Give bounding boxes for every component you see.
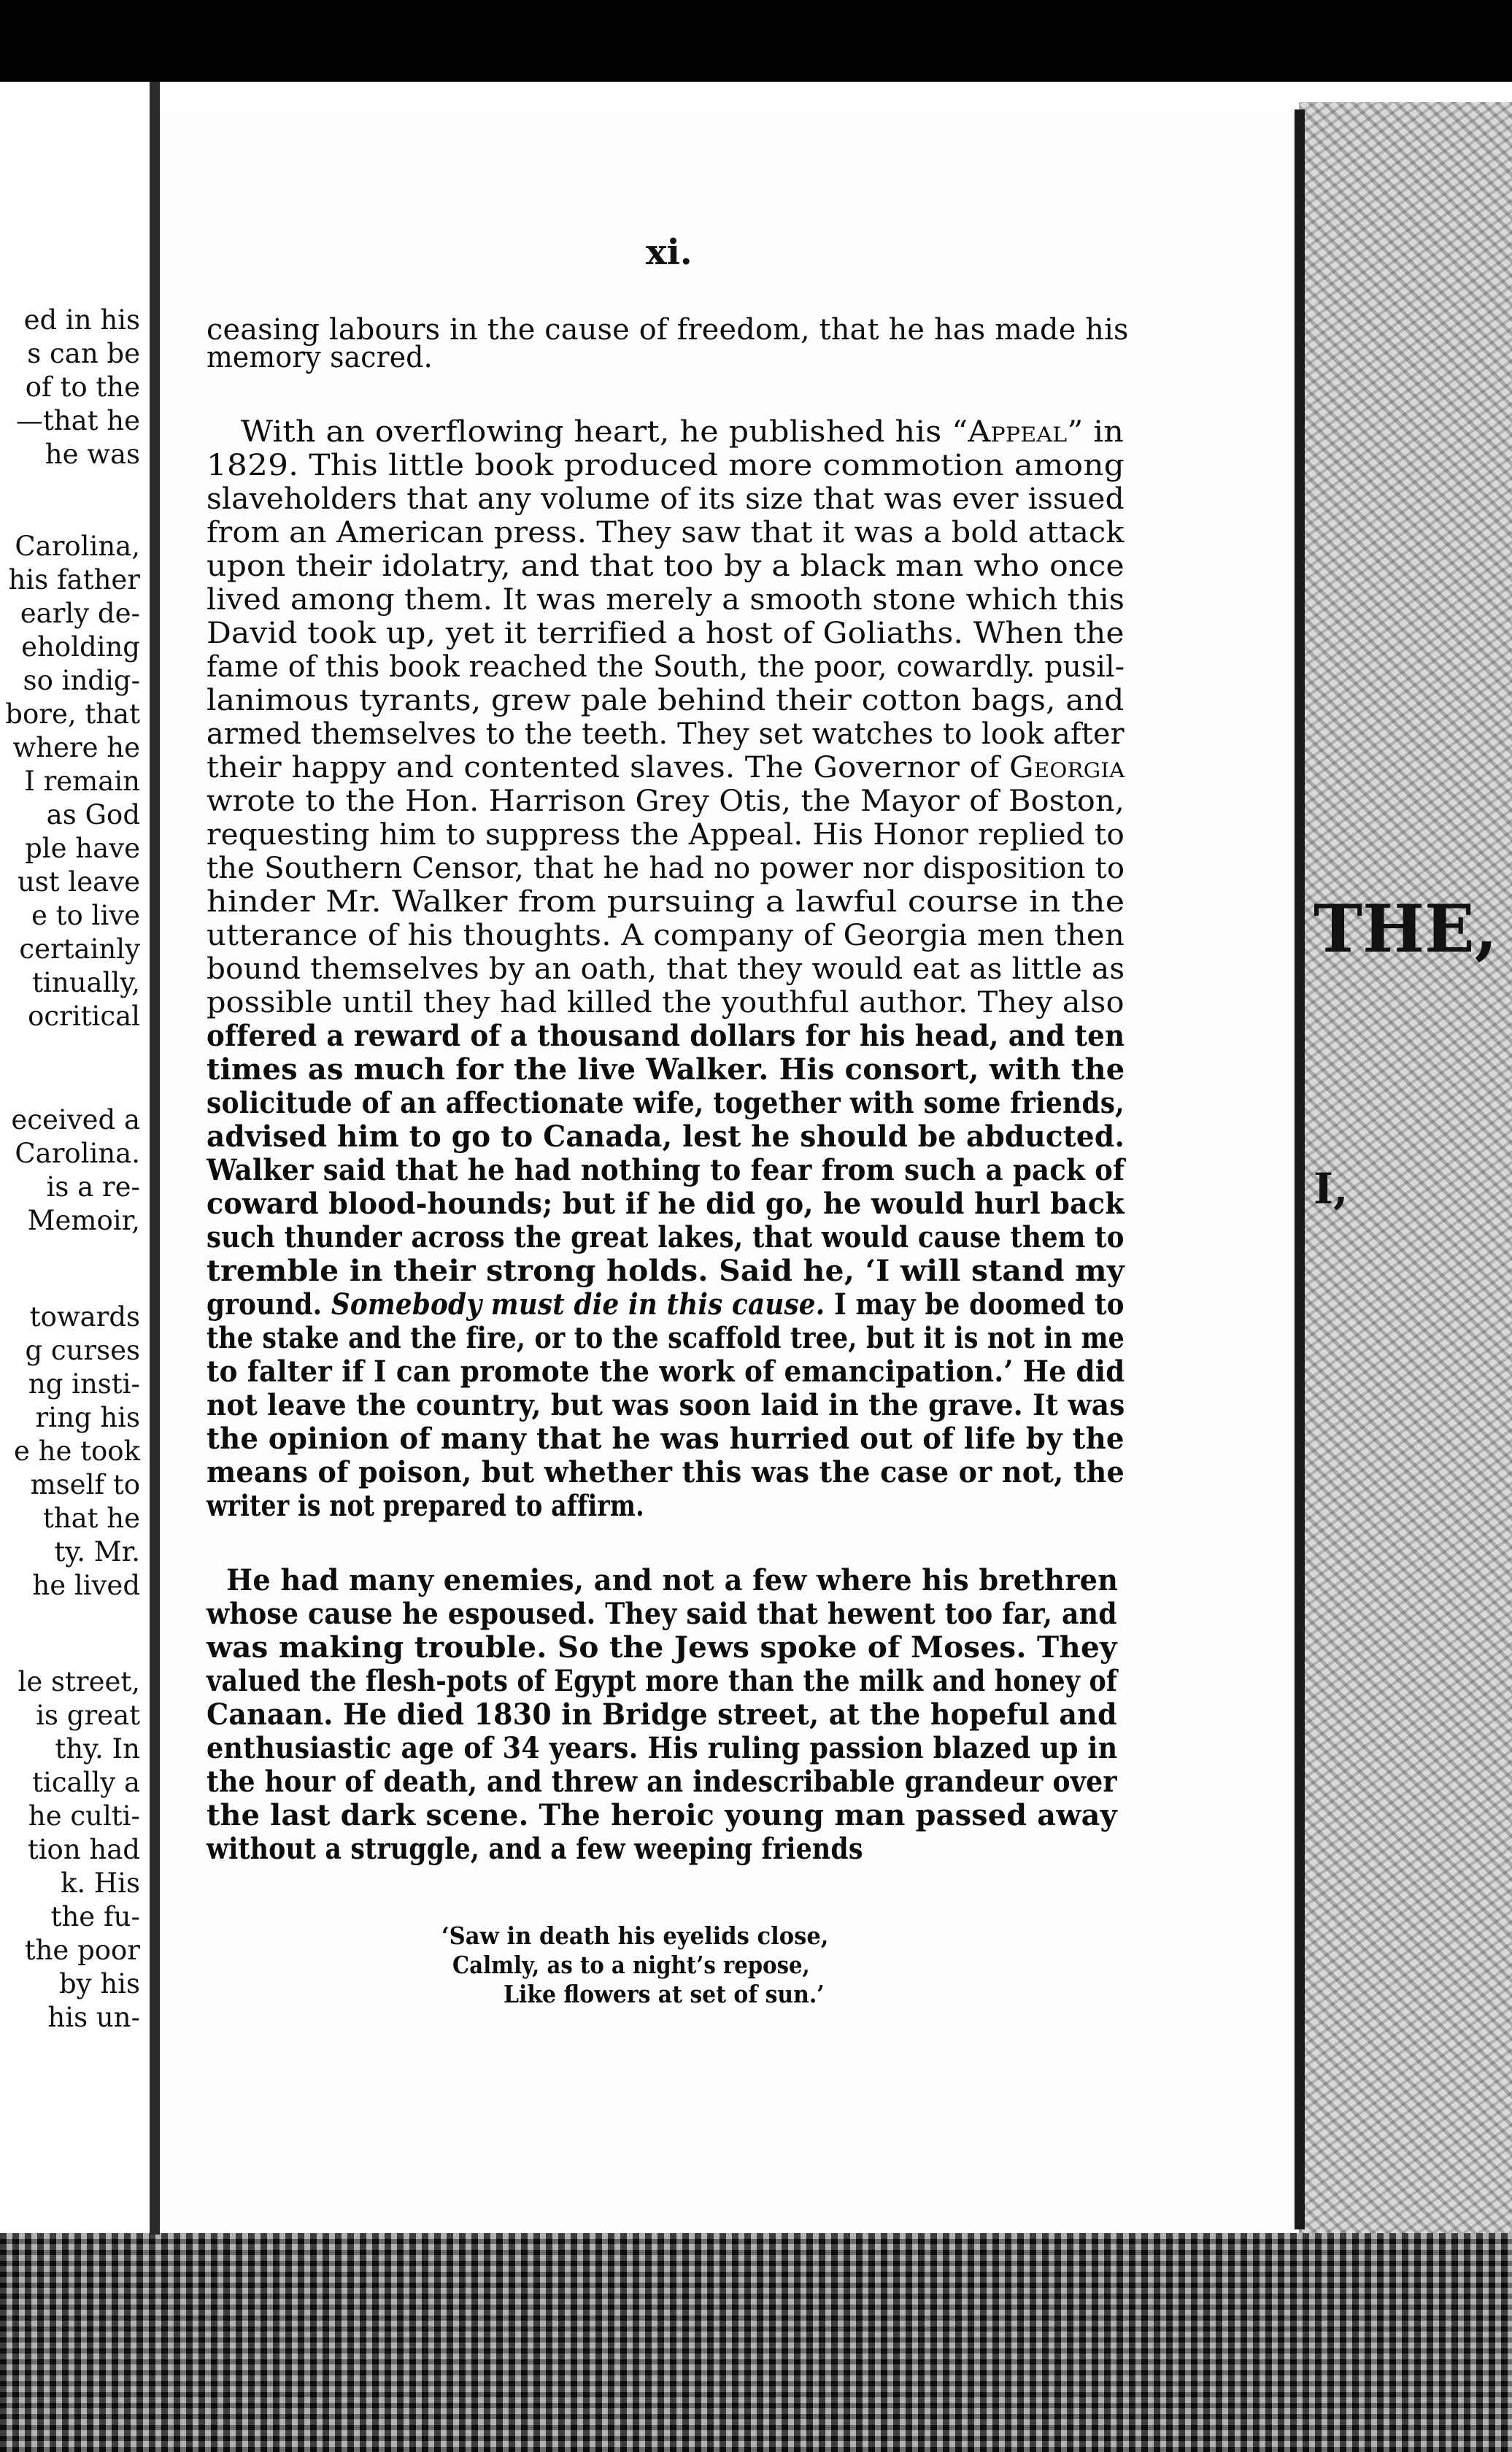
left-fragment-line: as God [46, 799, 140, 830]
text-line-content: the opinion of many that he was hurried out of life by the [207, 1422, 1125, 1456]
text-line [207, 1321, 1125, 1355]
text-line-content: their happy and contented slaves. The Governor of [207, 751, 1010, 784]
text-line [207, 1354, 1125, 1389]
italic-phrase: Somebody must die in this cause. [331, 1287, 825, 1322]
text-line-content: lived among them. It was merely a smooth stone which this [207, 583, 1125, 617]
text-line [207, 1086, 1125, 1120]
text-line-content: bound themselves by an oath, that they would eat as little as [207, 952, 1125, 986]
left-fragment-line: Memoir, [27, 1205, 140, 1236]
text-line [207, 1455, 1125, 1489]
text-line [207, 1630, 1117, 1665]
left-fragment-line: ring his [35, 1402, 140, 1433]
text-line [207, 1767, 1117, 1797]
text-line-content: Walker said that he had nothing to fear from such a pack of [207, 1153, 1125, 1187]
text-line-content: He had many enemies, and not a few where his brethren [226, 1563, 1119, 1597]
text-line [207, 1597, 1117, 1631]
left-fragment-line: tically a [32, 1767, 140, 1798]
verse-line: ‘Saw in death his eyelids close, [441, 1921, 829, 1950]
left-fragment-line: ed in his [23, 304, 140, 336]
text-line [207, 818, 1125, 852]
left-fragment-line: he lived [32, 1570, 140, 1601]
text-line-content: not leave the country, but was soon laid in the grave. It was [207, 1388, 1125, 1422]
text-line-content: slaveholders that any volume of its size that was ever issued [207, 482, 1125, 516]
text-line-content: ground. [207, 1287, 331, 1322]
text-line-content: ceasing labours in the cause of freedom, that he has made his [207, 313, 1129, 347]
left-fragment-line: —that he [15, 405, 140, 436]
left-fragment-line: towards [29, 1301, 140, 1333]
text-line [207, 619, 1125, 648]
text-line [207, 753, 1125, 782]
facing-page-heading-fragment: I, [1314, 1164, 1349, 1214]
text-line [207, 1019, 1125, 1053]
left-fragment-line: tinually, [32, 967, 140, 998]
left-fragment-line: mself to [30, 1469, 140, 1500]
text-line [207, 952, 1125, 986]
scan-bottom-border [0, 2233, 1512, 2452]
text-line-content: upon their idolatry, and that too by a black man who once [207, 550, 1125, 583]
small-caps-word: Georgia [1009, 751, 1125, 784]
scan-top-border [0, 0, 1512, 82]
left-fragment-line: is great [36, 1700, 140, 1731]
text-line-content: the last dark scene. The heroic young man passed away [207, 1798, 1117, 1832]
text-line-content: writer is not prepared to affirm. [207, 1489, 644, 1523]
left-fragment-line: tion had [27, 1834, 140, 1865]
text-line [207, 482, 1125, 516]
left-fragment-line: he culti- [28, 1800, 140, 1832]
left-fragment-line: e he took [14, 1435, 140, 1467]
text-line [207, 1254, 1125, 1288]
text-line [207, 1798, 1117, 1832]
text-line-content: times as much for the live Walker. His consort, with the [207, 1052, 1125, 1087]
verse-line: Like flowers at set of sun.’ [504, 1980, 825, 2008]
text-line-content: the Southern Censor, that he had no power nor disposition to [207, 852, 1125, 885]
text-line [207, 1664, 1118, 1698]
text-line [207, 1489, 644, 1523]
text-line-content: from an American press. They saw that it was a bold attack [207, 516, 1125, 550]
facing-page-heading-fragment: THE, [1314, 890, 1497, 968]
text-line [207, 1153, 1125, 1187]
left-fragment-line: of to the [25, 371, 140, 403]
text-line [207, 1220, 1125, 1254]
text-line-content: possible until they had killed the youthful author. They also [207, 986, 1125, 1019]
small-caps-word: Appeal [968, 415, 1068, 449]
left-fragment-line: g curses [25, 1335, 140, 1366]
text-line [207, 1832, 863, 1866]
text-line-content: lanimous tyrants, grew pale behind their cotton bags, and [207, 684, 1125, 717]
text-line-content: enthusiastic age of 34 years. His ruling passion blazed up in [207, 1731, 1118, 1765]
text-line [207, 686, 1124, 715]
text-line [207, 343, 433, 372]
text-line [207, 1731, 1118, 1765]
text-line-content: tremble in their strong holds. Said he, ‘I will stand my [207, 1254, 1125, 1288]
page-gutter [150, 82, 160, 2235]
left-fragment-line: bore, that [5, 698, 140, 730]
left-fragment-line: Carolina. [15, 1138, 140, 1169]
verse-line: Calmly, as to a night’s repose, [452, 1951, 810, 1979]
text-line [207, 1287, 1125, 1322]
left-fragment-line: Carolina, [15, 531, 140, 562]
text-line [207, 988, 1125, 1017]
text-line-content: the stake and the fire, or to the scaffold tree, but it is not in me [207, 1321, 1125, 1355]
left-fragment-line: certainly [19, 933, 140, 965]
left-fragment-line: his un- [47, 2002, 140, 2033]
text-line-content: without a struggle, and a few weeping friends [207, 1832, 863, 1866]
text-line-tail: I may be doomed to [825, 1287, 1125, 1322]
left-fragment-line: ty. Mr. [54, 1536, 140, 1568]
text-line [207, 451, 1125, 480]
left-page-fragment [0, 292, 153, 2080]
text-line [207, 652, 1125, 682]
left-fragment-line: the fu- [50, 1901, 140, 1932]
text-line [207, 921, 1125, 950]
text-line-tail: ” in [1067, 415, 1125, 449]
text-line-content: coward blood-hounds; but if he did go, he would hurl back [207, 1187, 1125, 1221]
left-fragment-line: early de- [20, 598, 140, 629]
text-line-content: advised him to go to Canada, lest he should be abducted. [207, 1119, 1125, 1154]
text-line [207, 313, 1129, 347]
text-line-content: requesting him to suppress the Appeal. His Honor replied to [207, 818, 1125, 852]
text-line-content: fame of this book reached the South, the poor, cowardly. pusil- [207, 650, 1125, 684]
text-line-content: hinder Mr. Walker from pursuing a lawful course in the [207, 885, 1125, 919]
text-line-content: offered a reward of a thousand dollars for his head, and ten [207, 1019, 1125, 1053]
text-line [207, 583, 1125, 617]
left-fragment-line: e to live [31, 900, 140, 931]
left-fragment-line: k. His [60, 1867, 140, 1899]
text-line-content: valued the flesh-pots of Egypt more than the milk and honey of [207, 1664, 1118, 1698]
left-fragment-line: the poor [24, 1935, 140, 1966]
text-line [207, 552, 1125, 581]
text-line [207, 1119, 1125, 1154]
left-fragment-line: le street, [18, 1666, 140, 1697]
text-line [207, 1187, 1125, 1221]
text-line-content: wrote to the Hon. Harrison Grey Otis, the Mayor of Boston, [207, 784, 1125, 818]
left-fragment-line: ple have [25, 833, 140, 864]
text-line [207, 784, 1125, 818]
text-line-content: armed themselves to the teeth. They set watches to look after [207, 717, 1125, 751]
left-fragment-line: eceived a [11, 1104, 140, 1136]
text-line-content: was making trouble. So the Jews spoke of Moses. They [207, 1630, 1117, 1665]
text-line [207, 1052, 1125, 1087]
left-fragment-line: thy. In [55, 1733, 140, 1765]
text-line [207, 717, 1125, 751]
page-number: xi. [646, 232, 693, 273]
left-fragment-line: that he [42, 1503, 140, 1534]
text-line-content: With an overflowing heart, he published his “ [241, 415, 968, 449]
text-line [207, 516, 1125, 550]
text-line-content: 1829. This little book produced more commotion among [207, 449, 1125, 482]
text-line-content: memory sacred. [207, 341, 433, 374]
text-line-content: David took up, yet it terrified a host of Goliaths. When the [207, 617, 1125, 650]
left-fragment-line: so indig- [23, 665, 140, 696]
left-fragment-line: where he [12, 732, 140, 763]
text-line-content: whose cause he espoused. They said that hewent too far, and [207, 1597, 1117, 1631]
left-fragment-line: eholding [21, 631, 140, 663]
text-line [207, 1697, 1117, 1732]
text-line [241, 417, 1124, 447]
left-fragment-line: is a re- [46, 1171, 140, 1203]
text-line-content: utterance of his thoughts. A company of Georgia men then [207, 919, 1125, 952]
left-fragment-line: ng insti- [28, 1368, 140, 1400]
text-line-content: the hour of death, and threw an indescribable grandeur over [207, 1765, 1117, 1799]
text-line [207, 1424, 1125, 1454]
left-fragment-line: by his [59, 1968, 140, 2000]
left-fragment-line: his father [8, 564, 140, 595]
text-line-content: Canaan. He died 1830 in Bridge street, at the hopeful and [207, 1697, 1117, 1732]
text-line [207, 854, 1125, 883]
left-fragment-line: ocritical [28, 1001, 140, 1032]
text-line-content: solicitude of an affectionate wife, together with some friends, [207, 1086, 1125, 1120]
text-line-content: such thunder across the great lakes, that would cause them to [207, 1220, 1125, 1254]
text-line-content: means of poison, but whether this was the case or not, the [207, 1455, 1125, 1489]
text-line [207, 1388, 1125, 1422]
text-line [207, 887, 1125, 917]
text-line [226, 1563, 1119, 1597]
left-fragment-line: s can be [27, 338, 140, 369]
left-fragment-line: I remain [24, 766, 140, 797]
left-fragment-line: he was [45, 439, 140, 470]
left-fragment-line: ust leave [17, 866, 140, 898]
text-line-content: to falter if I can promote the work of emancipation.’ He did [207, 1354, 1125, 1389]
